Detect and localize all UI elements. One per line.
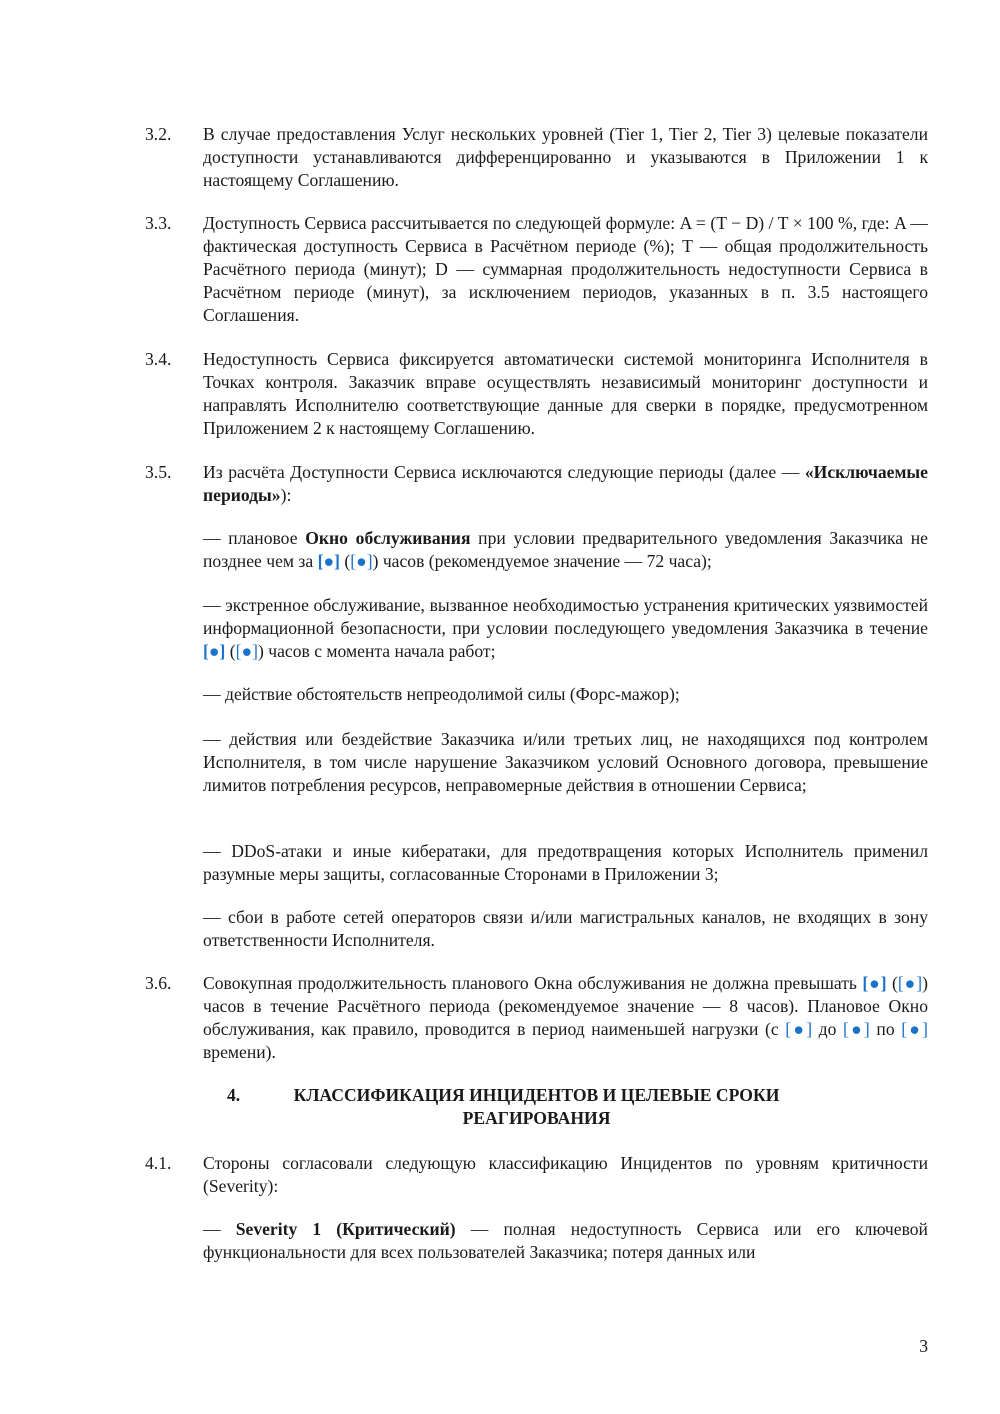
placeholder-marker[interactable]: [●] — [897, 973, 923, 993]
severity-1-item: — Severity 1 (Критический) — полная недоступность Сервиса или его ключевой функциональности для всех пользователей Заказчика; потеря данных или — [203, 1219, 928, 1262]
exclusion-item-maintenance: — плановое Окно обслуживания при условии предварительного уведомления Заказчика не позднее чем за [●] ([●]) часов (рекомендуемое значение — 72 часа); — [203, 528, 928, 571]
clause-number: 3.6. — [145, 973, 172, 993]
clause-3-4 — [145, 348, 928, 440]
section-title-line-2: РЕАГИРОВАНИЯ — [462, 1108, 611, 1128]
clause-text: Стороны согласовали следующую классификацию Инцидентов по уровням критичности (Severity): — [203, 1153, 928, 1196]
clause-text: Совокупная продолжительность планового Окна обслуживания не должна превышать [●] ([●]) часов в течение Расчётного периода (рекомендуемое значение — 8 часов). Плановое Окно обслуживания, как правило, проводится в период наименьшей нагрузки (с [●] до [●] по [●] времени). — [203, 973, 928, 1062]
clause-text: Недоступность Сервиса фиксируется автоматически системой мониторинга Исполнителя в Точках контроля. Заказчик вправе осуществлять независимый мониторинг доступности и направлять Исполнителю соответствующие данные для сверки в порядке, предусмотренном Приложением 2 к настоящему Соглашению. — [203, 349, 928, 438]
section-heading-4 — [145, 1084, 928, 1130]
exclusion-item-network: — сбои в работе сетей операторов связи и/или магистральных каналов, не входящих в зону ответственности Исполнителя. — [203, 907, 928, 950]
clause-intro: Из расчёта Доступности Сервиса исключаются следующие периоды (далее — «Исключаемые периоды»): — [203, 462, 928, 505]
clause-number: 3.3. — [145, 213, 172, 233]
clause-text: Доступность Сервиса рассчитывается по следующей формуле: A = (T − D) / T × 100 %, где: A — фактическая доступность Сервиса в Расчётном периоде (%); T — общая продолжительность Расчётного периода (минут); D — суммарная продолжительность недоступности Сервиса в Расчётном периоде (минут), за исключением периодов, указанных в п. 3.5 настоящего Соглашения. — [203, 213, 928, 325]
exclusion-item-ddos: — DDoS-атаки и иные кибератаки, для предотвращения которых Исполнитель применил разумные меры защиты, согласованные Сторонами в Приложении 3; — [203, 841, 928, 884]
placeholder-marker[interactable]: [●] — [235, 641, 258, 661]
placeholder-marker[interactable]: [●] — [203, 641, 226, 661]
section-number: 4. — [227, 1085, 241, 1105]
section-title-line-1: КЛАССИФИКАЦИЯ ИНЦИДЕНТОВ И ЦЕЛЕВЫЕ СРОКИ — [293, 1085, 780, 1105]
placeholder-marker[interactable]: [●] — [843, 1019, 870, 1039]
placeholder-marker[interactable]: [●] — [317, 551, 340, 571]
clause-4-1 — [145, 1152, 928, 1198]
defined-term: Окно обслуживания — [305, 528, 471, 548]
placeholder-marker[interactable]: [●] — [862, 973, 887, 993]
page-number: 3 — [919, 1336, 928, 1356]
clause-number: 4.1. — [145, 1153, 172, 1173]
placeholder-marker[interactable]: [●] — [350, 551, 373, 571]
exclusion-item-force-majeure: — действие обстоятельств непреодолимой силы (Форс-мажор); — [203, 684, 680, 704]
clause-text: В случае предоставления Услуг нескольких уровней (Tier 1, Tier 2, Tier 3) целевые показатели доступности устанавливаются дифференцированно и указываются в Приложении 1 к настоящему Соглашению. — [203, 124, 928, 190]
clause-number: 3.4. — [145, 349, 172, 369]
clause-number: 3.2. — [145, 124, 172, 144]
placeholder-marker[interactable]: [●] — [901, 1019, 928, 1039]
clause-3-6 — [145, 972, 928, 1064]
clause-number: 3.5. — [145, 462, 172, 482]
clause-3-3 — [145, 212, 928, 327]
clause-3-2 — [145, 123, 928, 192]
exclusion-item-emergency: — экстренное обслуживание, вызванное необходимостью устранения критических уязвимостей информационной безопасности, при условии последующего уведомления Заказчика в течение [●] ([●]) часов с момента начала работ; — [203, 595, 928, 661]
clause-3-5 — [145, 461, 928, 507]
defined-term: «Исключаемые периоды» — [203, 462, 928, 505]
exclusion-item-customer-actions: — действия или бездействие Заказчика и/или третьих лиц, не находящихся под контролем Исполнителя, в том числе нарушение Заказчиком условий Основного договора, превышение лимитов потребления ресурсов, неправомерные действия в отношении Сервиса; — [203, 729, 928, 795]
placeholder-marker[interactable]: [●] — [785, 1019, 813, 1039]
severity-term: Severity 1 (Критический) — [235, 1219, 456, 1239]
